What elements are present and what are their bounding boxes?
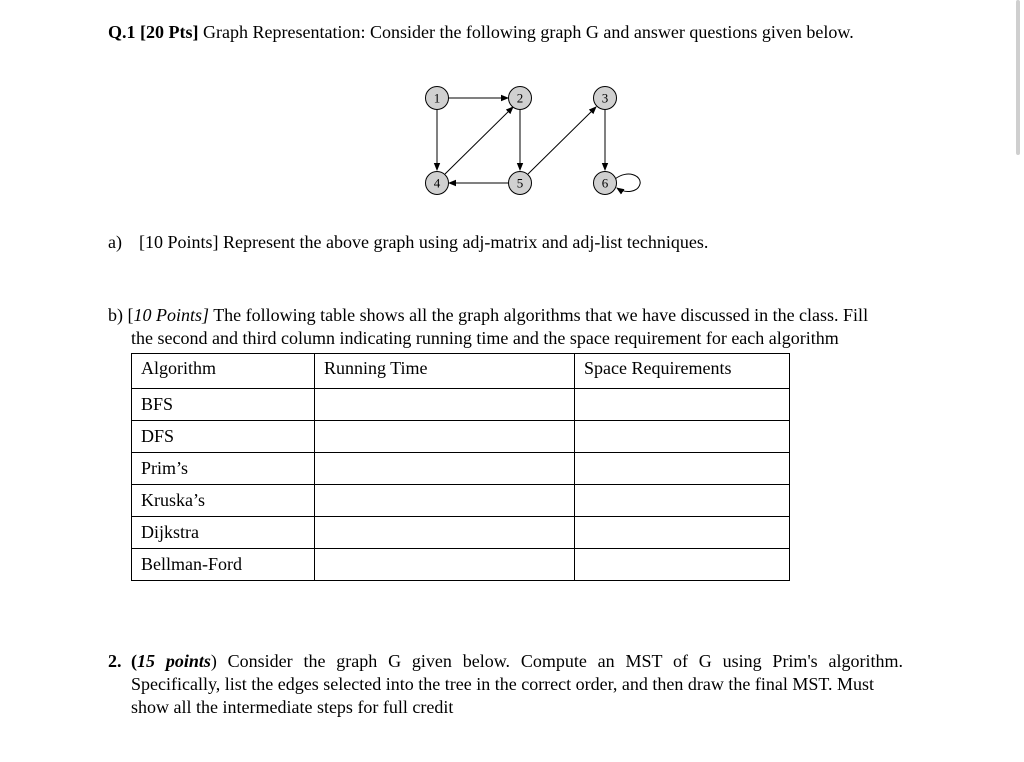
part-b	[108, 304, 908, 350]
space-cell[interactable]	[575, 453, 790, 485]
table-row	[132, 549, 790, 581]
space-cell[interactable]	[575, 549, 790, 581]
svg-text:3: 3	[601, 90, 609, 106]
edge-4-2	[445, 107, 513, 174]
svg-text:1: 1	[433, 90, 441, 106]
algorithm-cell: BFS	[132, 389, 315, 421]
table-row	[132, 517, 790, 549]
part-b-line-1	[108, 304, 908, 327]
svg-text:4: 4	[433, 175, 441, 191]
algorithm-cell: Dijkstra	[132, 517, 315, 549]
algorithm-cell: DFS	[132, 421, 315, 453]
question-2-line-1	[108, 650, 903, 673]
space-cell[interactable]	[575, 421, 790, 453]
space-cell[interactable]	[575, 485, 790, 517]
question-2-open-paren: (	[131, 651, 137, 671]
part-b-label: b) [	[108, 305, 134, 325]
header-running-time: Running Time	[315, 354, 575, 389]
question-1-heading	[108, 22, 854, 43]
edge-6-6-loop	[615, 174, 640, 191]
node-6	[594, 172, 617, 195]
question-1-points: [20 Pts]	[140, 22, 199, 42]
part-a-text: [10 Points] Represent the above graph using adj-matrix and adj-list techniques.	[139, 232, 709, 252]
part-b-line-1-text: The following table shows all the graph algorithms that we have discussed in the class. Fill	[209, 305, 869, 325]
running-time-cell[interactable]	[315, 549, 575, 581]
question-2-number: 2.	[108, 651, 122, 671]
header-algorithm: Algorithm	[132, 354, 315, 389]
space-cell[interactable]	[575, 517, 790, 549]
node-4	[426, 172, 449, 195]
algorithm-cell: Prim’s	[132, 453, 315, 485]
node-5	[509, 172, 532, 195]
graph-diagram	[410, 80, 650, 210]
question-2-line-1-text: ) Consider the graph G given below. Compute an MST of G using Prim's algorithm.	[210, 651, 903, 671]
part-b-line-2: the second and third column indicating running time and the space requirement for each algorithm	[131, 328, 839, 348]
node-3	[594, 87, 617, 110]
running-time-cell[interactable]	[315, 389, 575, 421]
question-1-label: Q.1	[108, 22, 136, 42]
running-time-cell[interactable]	[315, 517, 575, 549]
running-time-cell[interactable]	[315, 453, 575, 485]
edge-5-3	[528, 107, 596, 174]
table-row	[132, 453, 790, 485]
table-row	[132, 421, 790, 453]
node-1	[426, 87, 449, 110]
part-a	[108, 232, 708, 253]
question-2-line-2: Specifically, list the edges selected into the tree in the correct order, and then draw the final MST. Must	[131, 674, 875, 694]
question-1-title: Graph Representation: Consider the following graph G and answer questions given below.	[198, 22, 854, 42]
part-a-label: a)	[108, 232, 122, 252]
question-2-line-3: show all the intermediate steps for full credit	[131, 697, 454, 717]
question-2	[108, 650, 903, 719]
algorithm-cell: Bellman-Ford	[132, 549, 315, 581]
svg-text:5: 5	[516, 175, 524, 191]
running-time-cell[interactable]	[315, 485, 575, 517]
svg-text:2: 2	[516, 90, 524, 106]
algorithm-cell: Kruska’s	[132, 485, 315, 517]
table-row	[132, 389, 790, 421]
space-cell[interactable]	[575, 389, 790, 421]
header-space-requirements: Space Requirements	[575, 354, 790, 389]
svg-text:6: 6	[601, 175, 609, 191]
running-time-cell[interactable]	[315, 421, 575, 453]
node-2	[509, 87, 532, 110]
question-2-points: 15 points	[137, 651, 211, 671]
algorithms-table	[131, 353, 790, 581]
part-b-points: 10 Points]	[133, 305, 210, 325]
table-row	[132, 485, 790, 517]
vertical-scrollbar[interactable]	[1016, 0, 1020, 155]
table-header-row	[132, 354, 790, 389]
